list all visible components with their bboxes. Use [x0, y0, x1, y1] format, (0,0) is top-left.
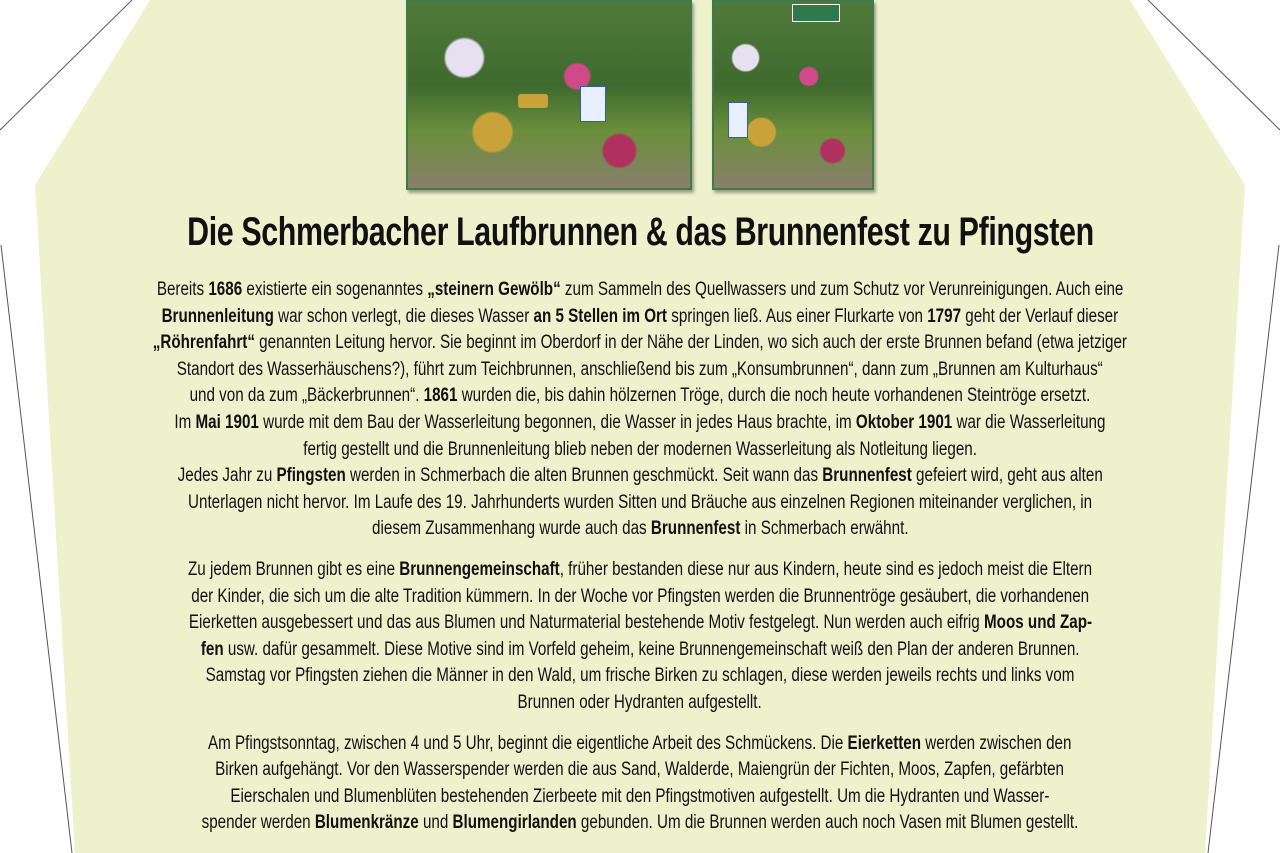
bold-text: 1861: [423, 385, 458, 407]
text: , früher bestanden diese nur aus Kindern, heute sind es jedoch meist die Eltern: [559, 558, 1093, 580]
text-line-content: [157, 277, 1124, 304]
text: in Schmerbach erwähnt.: [740, 518, 909, 540]
bold-text: Eierketten: [847, 732, 922, 754]
text: werden zwischen den: [921, 732, 1072, 754]
text-line-content: [206, 663, 1075, 690]
text-line: [0, 584, 1280, 611]
text: diesem Zusammenhang wurde auch das: [371, 518, 651, 540]
text-line: [0, 463, 1280, 490]
photo-decorated-fountain-left: [406, 0, 692, 190]
text: und: [418, 812, 453, 834]
text: Samstag vor Pfingsten ziehen die Männer in den Wald, um frische Birken zu schlagen, diese werden jeweils rechts und links vom: [205, 665, 1075, 687]
text: der Kinder, die sich um die alte Tradition kümmern. In der Woche vor Pfingsten werden die Brunnentröge gesäubert, die vorhandenen: [191, 585, 1089, 607]
bold-text: „Röhrenfahrt“: [152, 332, 256, 354]
text-line-content: [303, 437, 977, 464]
text-line-content: [153, 330, 1127, 357]
bold-text: Brunnenfest: [650, 518, 741, 540]
text: Eierschalen und Blumenblüten bestehenden Zierbeete mit den Pfingstmotiven aufgestellt. Um die Hydranten und Wasser-: [230, 785, 1050, 807]
page-title-wrap: [0, 210, 1280, 255]
text: Bereits: [156, 279, 209, 300]
text-line: [0, 516, 1280, 543]
text-line: [0, 637, 1280, 664]
text-line-content: [518, 690, 762, 717]
text: spender werden: [201, 812, 315, 834]
text: geht der Verlauf dieser: [961, 305, 1119, 327]
paragraph: [0, 731, 1280, 837]
text-line: [0, 610, 1280, 637]
text: gebunden. Um die Brunnen werden auch noch Vasen mit Blumen gestellt.: [576, 812, 1079, 834]
text: springen ließ. Aus einer Flurkarte von: [667, 305, 928, 327]
text-line: [0, 731, 1280, 758]
text: war die Wasserleitung: [952, 411, 1106, 433]
text-line: [0, 757, 1280, 784]
text: Birken aufgehängt. Vor den Wasserspender werden die aus Sand, Walderde, Maiengrün der Fichten, Moos, Zapfen, gefärbten: [215, 759, 1065, 781]
text-line: [0, 383, 1280, 410]
text-line: [0, 490, 1280, 517]
paragraph: [0, 277, 1280, 543]
bold-text: 1686: [208, 279, 243, 300]
text: Unterlagen nicht hervor. Im Laufe des 19. Jahrhunderts wurden Sitten und Bräuche aus einzelnen Regionen miteinander verglichen, in: [187, 491, 1093, 513]
text: Zu jedem Brunnen gibt es eine: [187, 558, 400, 580]
text-line: [0, 304, 1280, 331]
text: gefeiert wird, geht aus alten: [911, 465, 1103, 487]
text-line: [0, 784, 1280, 811]
text-line-content: [177, 463, 1102, 490]
text-line: [0, 357, 1280, 384]
text-line-content: [372, 516, 908, 543]
text-line-content: [177, 357, 1103, 384]
text: genannten Leitung hervor. Sie beginnt im Oberdorf in der Nähe der Linden, wo sich auch der erste Brunnen befand (etwa jetziger: [255, 332, 1128, 354]
photo-decorated-fountain-right: [712, 0, 874, 190]
bold-text: Mai 1901: [195, 411, 259, 433]
bold-text: „steinern Gewölb“: [427, 279, 561, 300]
bold-text: Blumengirlanden: [452, 812, 577, 834]
text: Standort des Wasserhäuschens?), führt zum Teichbrunnen, anschließend bis zum „Konsumbrunnen“, dann zum „Brunnen am Kulturhaus“: [177, 358, 1103, 380]
text: wurden die, bis dahin hölzernen Tröge, durch die noch heute vorhandenen Steintröge ersetzt.: [457, 385, 1091, 407]
text-line-content: [208, 731, 1072, 758]
text-line-content: [191, 584, 1089, 611]
text-line-content: [174, 410, 1105, 437]
text: Eierketten ausgebessert und das aus Blumen und Naturmaterial bestehende Motiv festgelegt. Nun werden auch eifrig: [188, 612, 984, 634]
text: war schon verlegt, die dieses Wasser: [274, 305, 534, 327]
text-line-content: [162, 304, 1119, 331]
text: Brunnen oder Hydranten aufgestellt.: [517, 691, 763, 713]
bold-text: Brunnenfest: [822, 465, 912, 487]
body-text: [0, 277, 1280, 851]
bold-text: Moos und Zap-: [983, 612, 1092, 634]
paragraph: [0, 557, 1280, 717]
text: und von da zum „Bäckerbrunnen“.: [189, 385, 424, 407]
text-line-content: [230, 784, 1049, 811]
bold-text: Oktober 1901: [856, 411, 953, 433]
text-line-content: [188, 490, 1092, 517]
bold-text: Brunnenleitung: [161, 305, 274, 327]
text: werden in Schmerbach die alten Brunnen geschmückt. Seit wann das: [345, 465, 823, 487]
text-line-content: [190, 383, 1091, 410]
text-line-content: [216, 757, 1065, 784]
bold-text: 1797: [927, 305, 962, 327]
page-title: Die Schmerbacher Laufbrunnen & das Brunnenfest zu Pfingsten: [186, 210, 1094, 254]
text-line-content: [188, 557, 1092, 584]
text-line: [0, 330, 1280, 357]
text-line-content: [202, 810, 1079, 837]
text: Im: [174, 411, 196, 433]
text-line: [0, 690, 1280, 717]
text-line: [0, 810, 1280, 837]
text: zum Sammeln des Quellwassers und zum Schutz vor Verunreinigungen. Auch eine: [560, 279, 1124, 300]
bold-text: an 5 Stellen im Ort: [533, 305, 668, 327]
bold-text: Brunnengemeinschaft: [399, 558, 560, 580]
text-line-content: [201, 637, 1080, 664]
text: usw. dafür gesammelt. Diese Motive sind im Vorfeld geheim, keine Brunnengemeinschaft weiß den Plan der anderen Brunnen.: [223, 638, 1080, 660]
text-line-content: [188, 610, 1091, 637]
bold-text: fen: [200, 638, 224, 660]
text-line: [0, 277, 1280, 304]
bold-text: Blumenkränze: [314, 812, 419, 834]
bold-text: Pfingsten: [276, 465, 346, 487]
text: fertig gestellt und die Brunnenleitung blieb neben der modernen Wasserleitung als Notleitung liegen.: [303, 438, 977, 460]
text-line: [0, 663, 1280, 690]
text: existierte ein sogenanntes: [242, 279, 428, 300]
text-line: [0, 557, 1280, 584]
text-line: [0, 437, 1280, 464]
text: Am Pfingstsonntag, zwischen 4 und 5 Uhr, beginnt die eigentliche Arbeit des Schmückens. Die: [208, 732, 848, 754]
text-line: [0, 410, 1280, 437]
text: wurde mit dem Bau der Wasserleitung begonnen, die Wasser in jedes Haus brachte, im: [258, 411, 857, 433]
text: Jedes Jahr zu: [177, 465, 277, 487]
